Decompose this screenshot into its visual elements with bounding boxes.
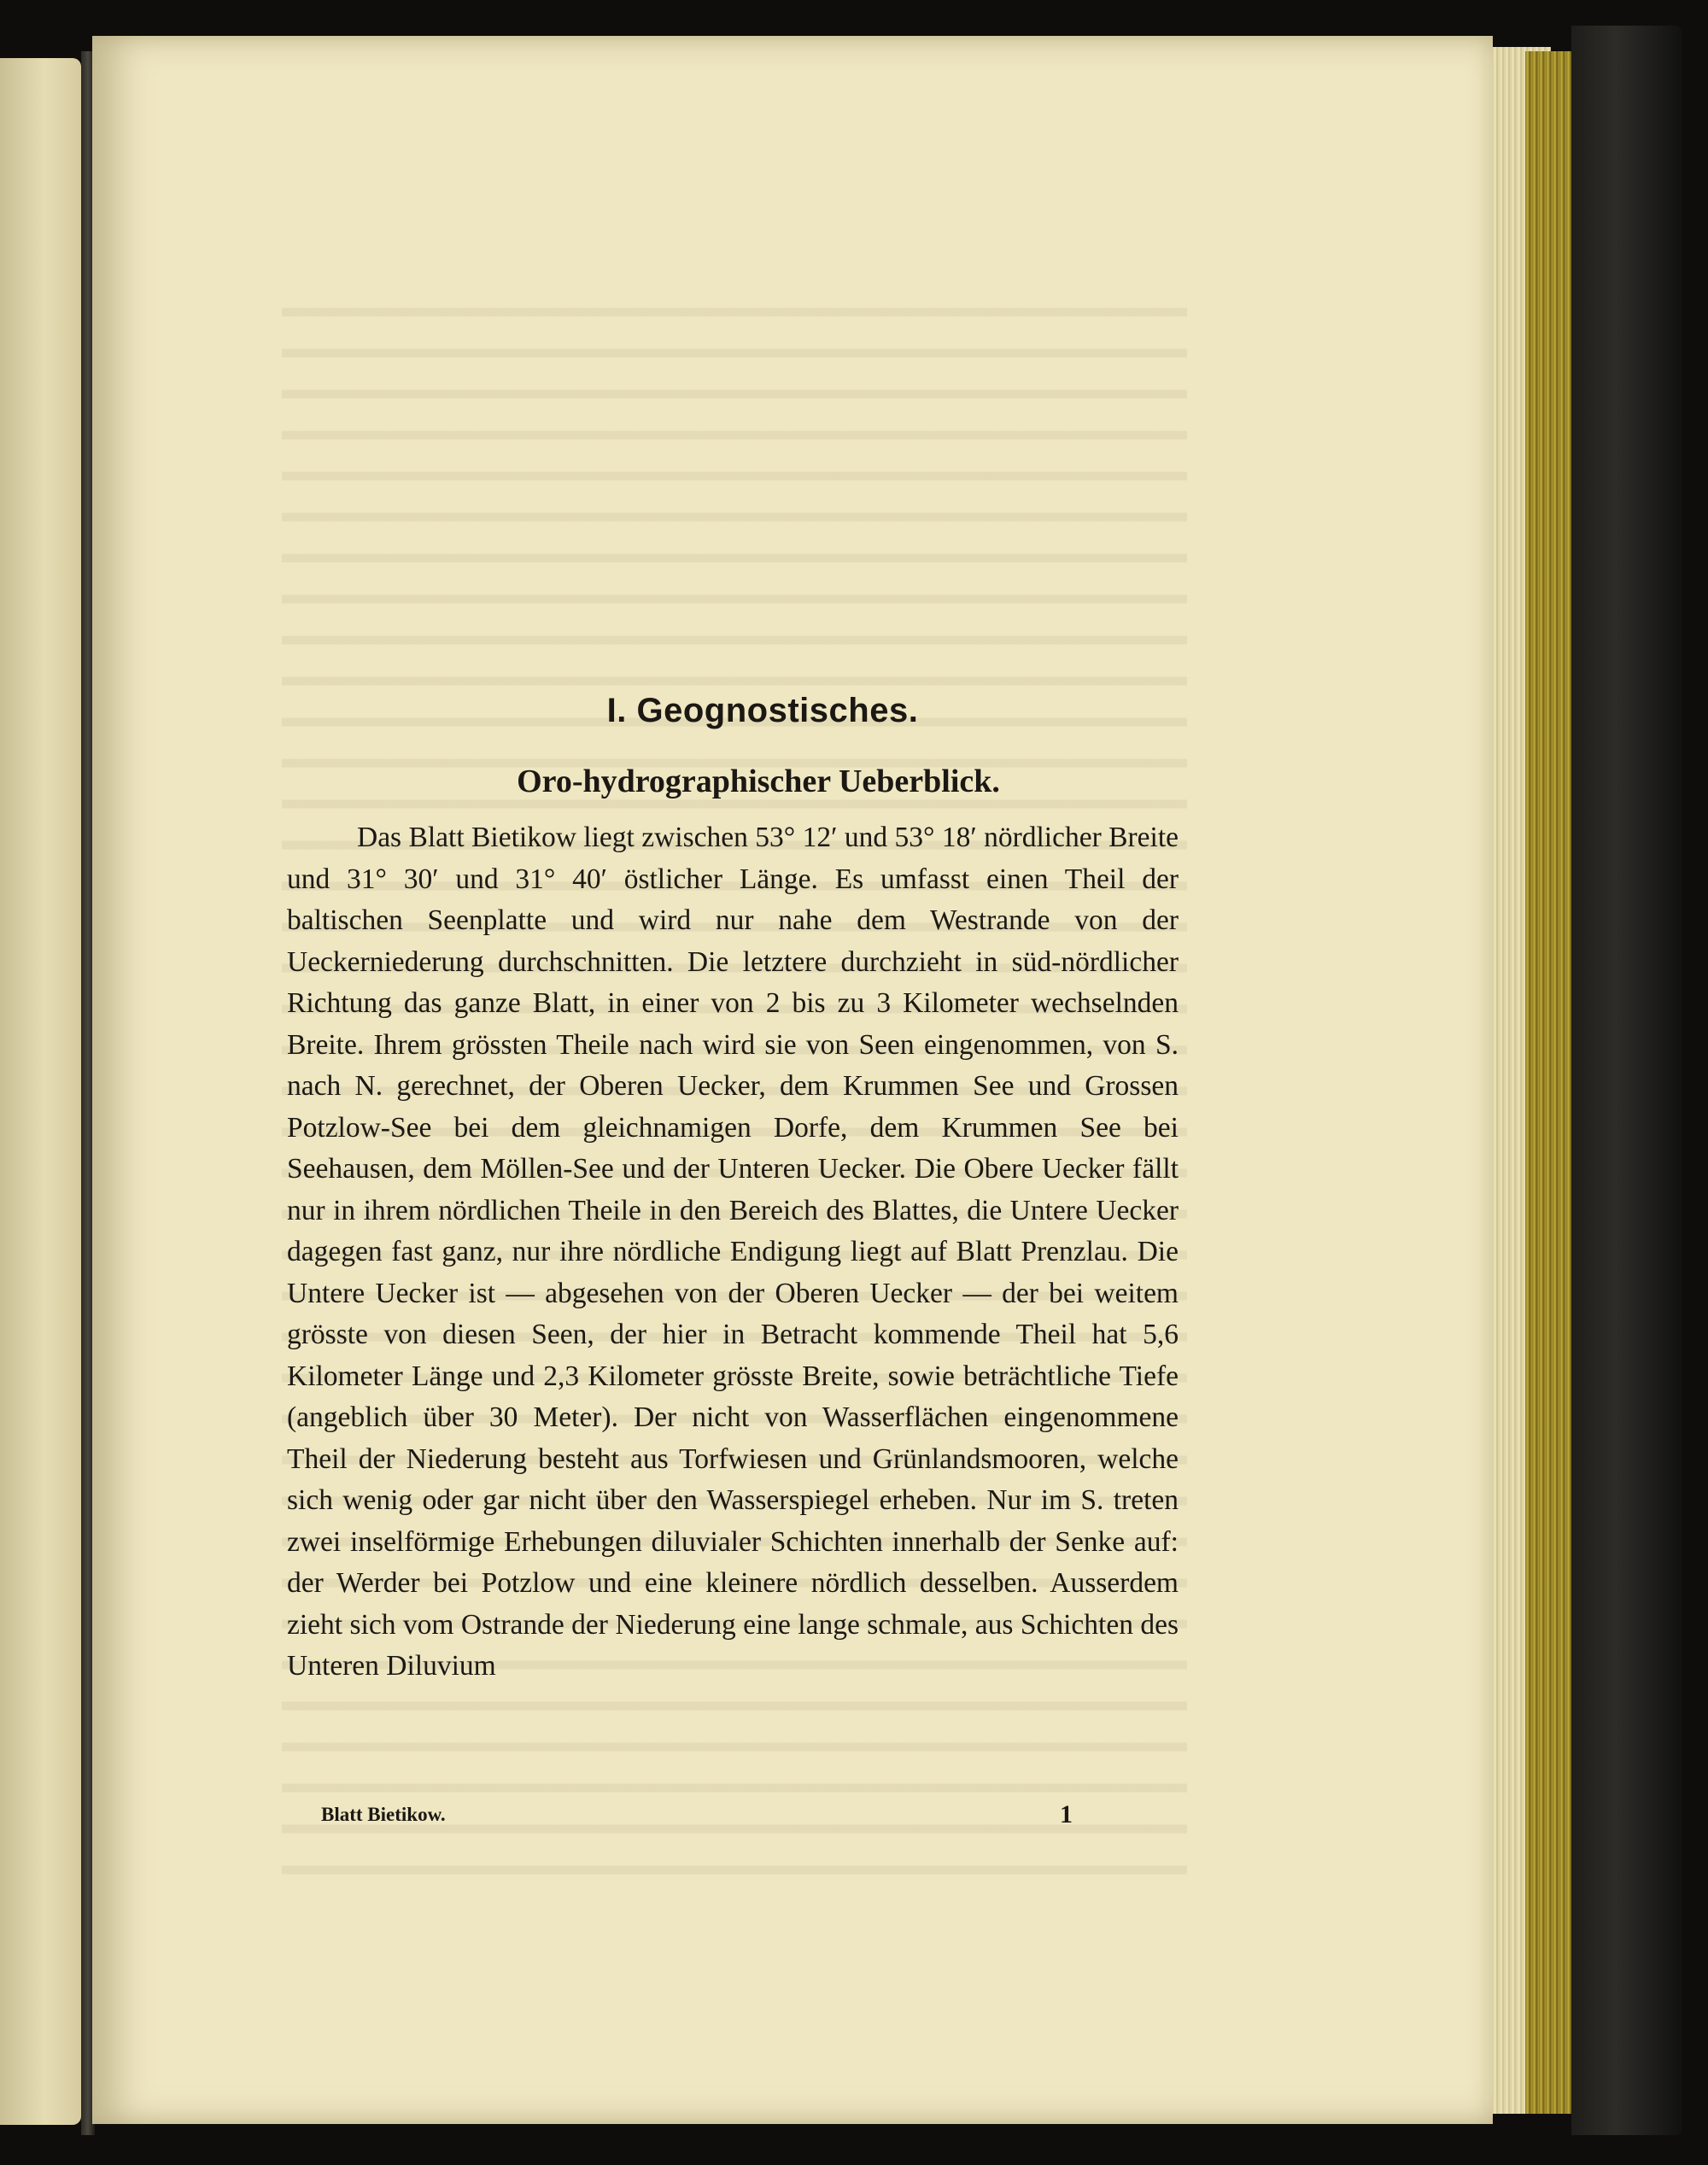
previous-page-edge: [0, 58, 81, 2125]
page-number: 1: [1060, 1800, 1073, 1829]
page-content: [287, 692, 1179, 1688]
footer-signature: Blatt Bietikow.: [321, 1804, 446, 1825]
book-cover: [1571, 26, 1682, 2135]
chapter-title: I. Geognostisches.: [606, 692, 919, 729]
section-title: Oro-hydrographischer Ueberblick.: [517, 764, 1000, 799]
body-paragraph: Das Blatt Bietikow liegt zwischen 53° 12′ und 53° 18′ nördlicher Breite und 31° 30′ und 31° 40′ östlicher Länge. Es umfasst einen Theil der baltischen Seenplatte und wird nur nahe dem Westrande von der Ueckerniederung durchschnitten. Die letztere durchzieht in süd-nördlicher Richtung das ganze Blatt, in einer von 2 bis zu 3 Kilometer wechselnden Breite. Ihrem grössten Theile nach wird sie von Seen eingenommen, von S. nach N. gerechnet, der Oberen Uecker, dem Krummen See und Grossen Potzlow-See bei dem gleichnamigen Dorfe, dem Krummen See bei Seehausen, dem Möllen-See und der Unteren Uecker. Die Obere Uecker fällt nur in ihrem nördlichen Theile in den Bereich des Blattes, die Untere Uecker dagegen fast ganz, nur ihre nördliche Endigung liegt auf Blatt Prenzlau. Die Untere Uecker ist — abgesehen von der Oberen Uecker — der bei weitem grösste von diesen Seen, der hier in Betracht kommende Theil hat 5,6 Kilometer Länge und 2,3 Kilometer grösste Breite, sowie beträchtliche Tiefe (angeblich über 30 Meter). Der nicht von Wasserflächen eingenommene Theil der Niederung besteht aus Torfwiesen und Grünlandsmooren, welche sich wenig oder gar nicht über den Wasserspiegel erheben. Nur im S. treten zwei inselförmige Erhebungen diluvialer Schichten innerhalb der Senke auf: der Werder bei Potzlow und eine kleinere nördlich desselben. Ausserdem zieht sich vom Ostrande der Niederung eine lange schmale, aus Schichten des Unteren Diluvium: [287, 822, 1179, 1682]
